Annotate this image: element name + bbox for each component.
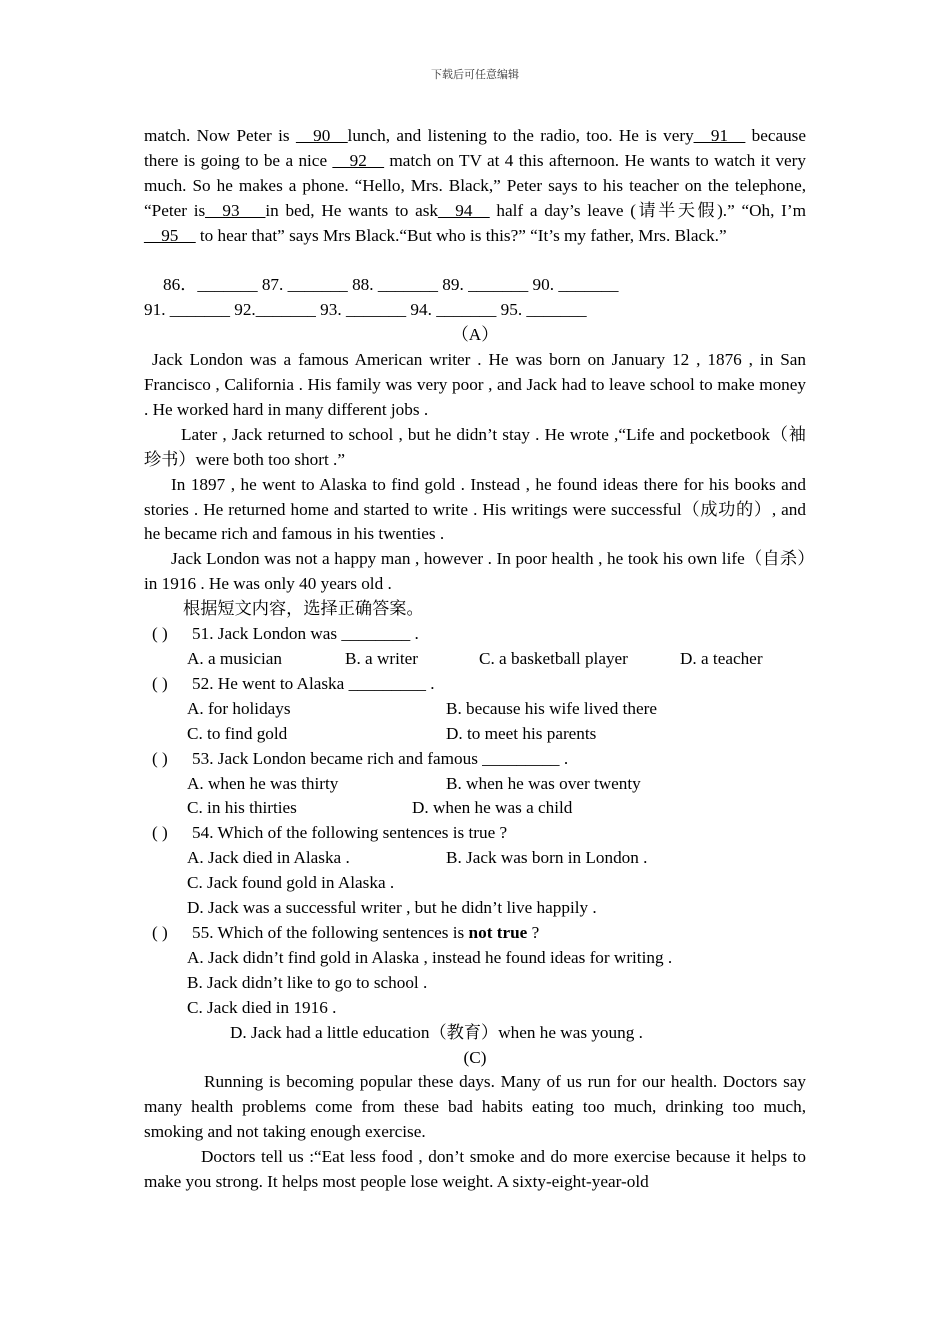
option[interactable]: D. a teacher <box>680 649 763 669</box>
option[interactable]: C. a basketball player <box>479 649 628 669</box>
blank-93: __93___ <box>205 200 266 220</box>
answer-paren[interactable]: ( ) <box>152 823 168 843</box>
answer-row-2: 91. _______ 92._______ 93. _______ 94. _______ 95. _______ <box>144 300 587 320</box>
answer-paren[interactable]: ( ) <box>152 624 168 644</box>
emphasis-not-true: not true <box>468 922 528 942</box>
option[interactable]: C. Jack found gold in Alaska . <box>187 873 395 893</box>
option[interactable]: D. when he was a child <box>412 798 573 818</box>
blank-95: __95__ <box>144 225 196 245</box>
option[interactable]: D. Jack was a successful writer , but he didn’t live happily . <box>187 898 597 918</box>
question-52-options-row-2 <box>144 722 806 747</box>
section-a-paragraph-2: Later , Jack returned to school , but he didn’t stay . He wrote ,“Life and pocketbook（袖珍书）were both too short .” <box>144 424 806 469</box>
section-c-paragraph-1: Running is becoming popular these days. Many of us run for our health. Doctors say many health problems come from these bad habits eating too much, drinking too much, smoking and not taking enough exercise. <box>144 1072 806 1142</box>
instruction: 根据短文内容，选择正确答案。 <box>183 599 424 619</box>
question-55: ( ) 55. Which of the following sentences is not true ? <box>144 921 806 946</box>
blank-92: __92__ <box>332 150 385 170</box>
option[interactable]: B. when he was over twenty <box>446 773 641 793</box>
question-53-options-row-2 <box>144 796 806 821</box>
option[interactable]: B. because his wife lived there <box>446 698 657 718</box>
blank-90: __90__ <box>295 126 348 145</box>
section-a-paragraph-3: In 1897 , he went to Alaska to find gold . Instead , he found ideas there for his books and stories . He returned home and started to write . His writings were successful（成功的）, and he became rich and famous in his twenties . <box>144 474 806 544</box>
blank-94: __94__ <box>438 200 490 220</box>
option[interactable]: C. in his thirties <box>187 798 297 818</box>
question-51-options <box>144 647 806 672</box>
answer-paren[interactable]: ( ) <box>152 922 168 942</box>
option[interactable]: A. for holidays <box>187 698 291 718</box>
answer-paren[interactable]: ( ) <box>152 748 168 768</box>
answer-paren[interactable]: ( ) <box>152 673 168 693</box>
option[interactable]: A. when he was thirty <box>187 773 339 793</box>
answer-row-1: 86．_______ 87. _______ 88. _______ 89. _______ 90. _______ <box>163 275 619 295</box>
option[interactable]: D. Jack had a little education（教育）when he was young . <box>230 1022 643 1042</box>
option[interactable]: B. Jack didn’t like to go to school . <box>187 972 428 992</box>
question-54: ( ) 54. Which of the following sentences is true ? <box>144 821 806 846</box>
section-a-paragraph-4: Jack London was not a happy man , however . In poor health , he took his own life（自杀）in 1916 . He was only 40 years old . <box>144 549 806 594</box>
option[interactable]: C. to find gold <box>187 723 288 743</box>
option[interactable]: A. Jack died in Alaska . <box>187 848 350 868</box>
question-53: ( ) 53. Jack London became rich and famous _________ . <box>144 747 806 772</box>
section-c-paragraph-2: Doctors tell us :“Eat less food , don’t smoke and do more exercise because it helps to make you strong. It helps most people lose weight. A sixty-eight-year-old <box>144 1147 806 1192</box>
document-body <box>144 124 806 1195</box>
page-header-watermark: 下载后可任意编辑 <box>431 68 519 81</box>
section-c-heading: (C) <box>463 1047 487 1067</box>
option[interactable]: B. a writer <box>345 649 419 669</box>
cloze-passage: match. Now Peter is __90__lunch, and listening to the radio, too. He is very__91__ because there is going to be a nice __92__ match on TV at 4 this afternoon. He wants to watch it very much. So he makes a phone. “Hello, Mrs. Black,” Peter says to his teacher on the telephone, “Peter is__93___in bed, He wants to ask__94__ half a day’s leave (请半天假).” “Oh, I’m __95__ to hear that” says Mrs Black.“But who is this?” “It’s my father, Mrs. Black.” <box>144 126 807 245</box>
option[interactable]: C. Jack died in 1916 . <box>187 997 337 1017</box>
question-53-options-row-1 <box>144 772 806 797</box>
question-52-options-row-1 <box>144 697 806 722</box>
blank-91: __91__ <box>693 126 746 145</box>
option[interactable]: A. Jack didn’t find gold in Alaska , instead he found ideas for writing . <box>187 947 673 967</box>
question-51: ( ) 51. Jack London was ________ . <box>144 622 806 647</box>
section-a-heading: （A） <box>451 325 499 345</box>
section-a-paragraph-1: Jack London was a famous American writer . He was born on January 12 , 1876 , in San Francisco , California . His family was very poor , and Jack had to leave school to make money . He worked hard in many different jobs . <box>144 350 806 419</box>
option[interactable]: B. Jack was born in London . <box>446 848 648 868</box>
question-54-options-row-1 <box>144 846 806 871</box>
question-52: ( ) 52. He went to Alaska _________ . <box>144 672 806 697</box>
option[interactable]: D. to meet his parents <box>446 723 597 743</box>
option[interactable]: A. a musician <box>187 649 282 669</box>
